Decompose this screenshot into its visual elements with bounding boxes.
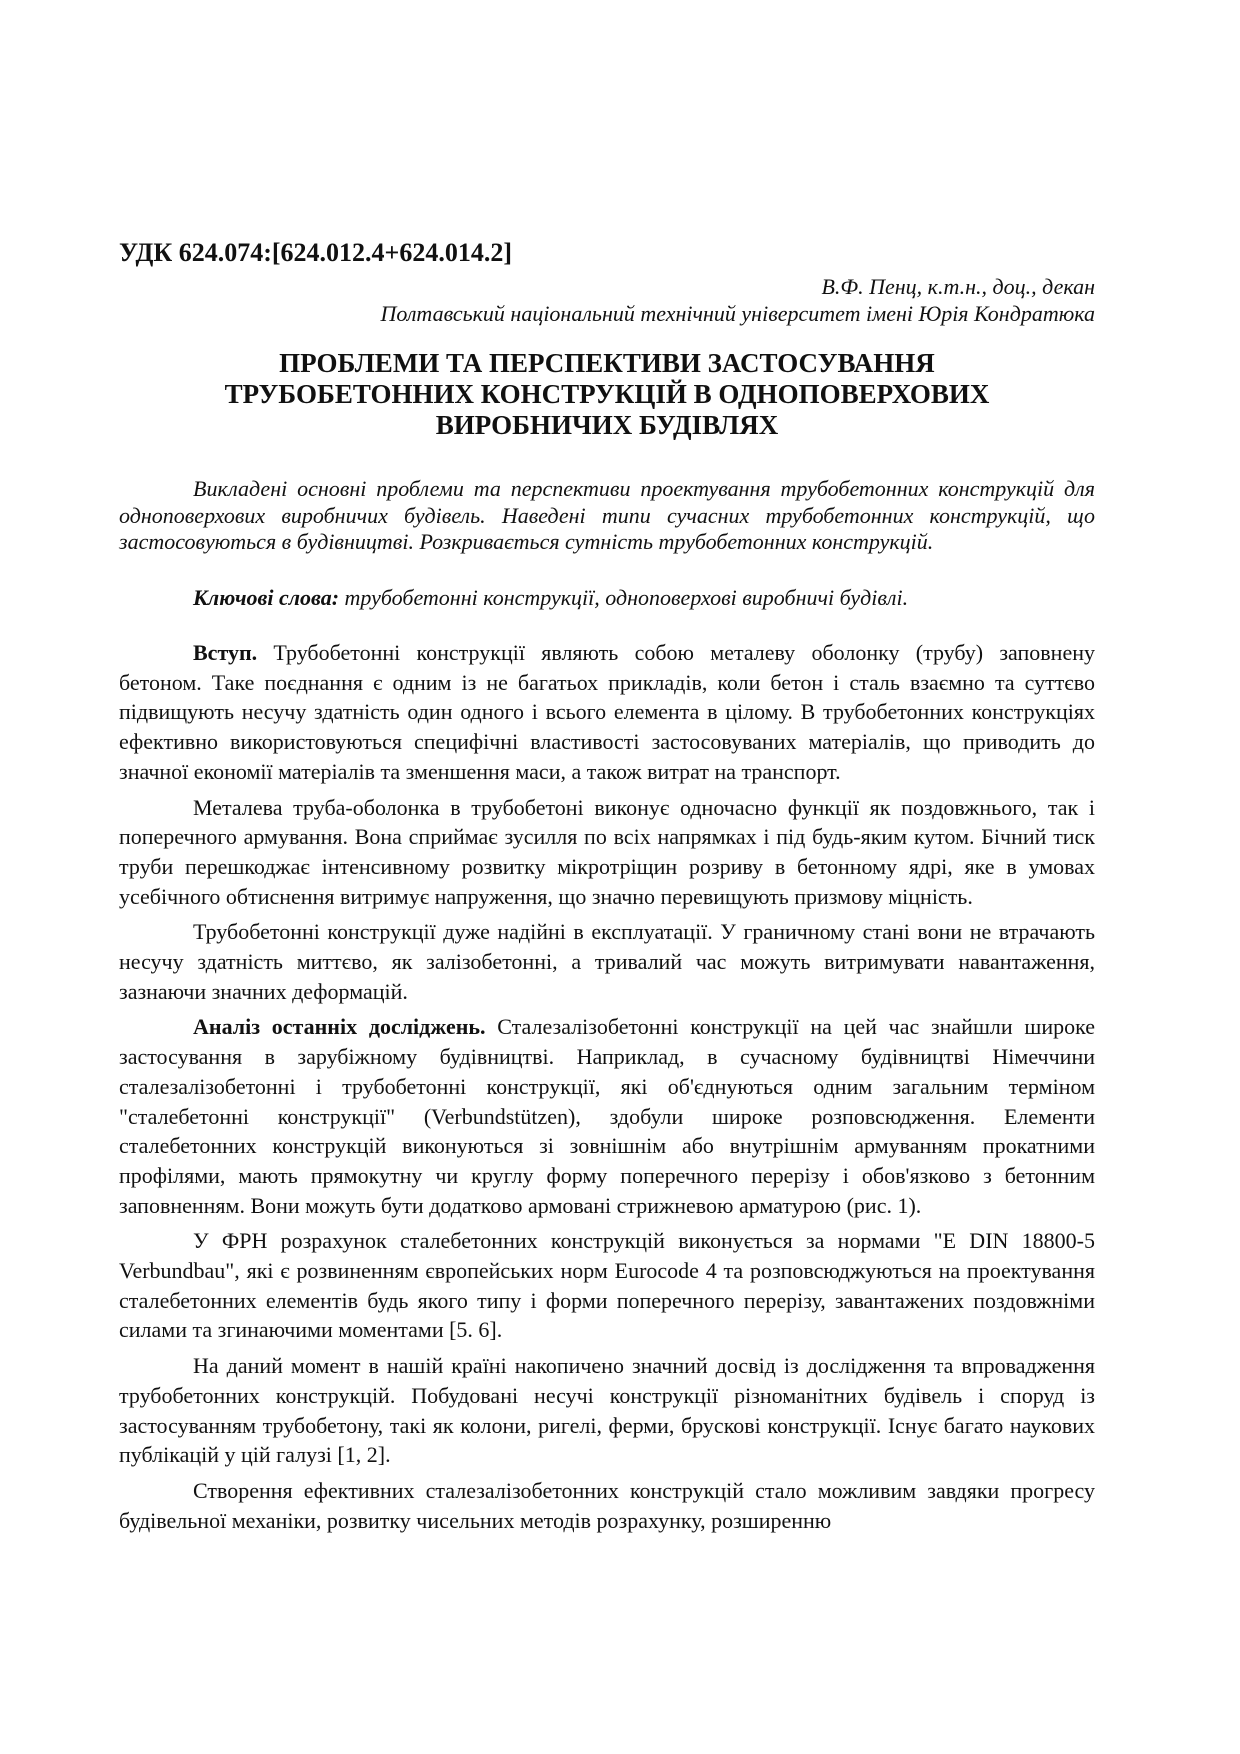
keywords: [119, 584, 1095, 611]
paragraph-3: Трубобетонні конструкції дуже надійні в експлуатації. У граничному стані вони не втрачають несучу здатність миттєво, як залізобетонні, а тривалий час можуть витримувати навантаження, зазнаючи значних деформацій.: [119, 919, 1095, 1004]
analysis-text: Сталезалізобетонні конструкції на цей час знайшли широке застосування в зарубіжному будівництві. Наприклад, в сучасному будівництві Німеччини сталезалізобетонні і трубобетонні конструкції, які об'єднуються одним загальним терміном "сталебетонні конструкції" (Verbundstützen), здобули широке розповсюдження. Елементи сталебетонних конструкцій виконуються зі зовнішнім або внутрішнім армуванням прокатними профілями, мають прямокутну чи круглу форму поперечного перерізу і обов'язково з бетонним заповненням. Вони можуть бути додатково армовані стрижневою арматурою (рис. 1).: [119, 1014, 1095, 1218]
paragraph-analysis: [119, 1012, 1095, 1220]
title-line-3: ВИРОБНИЧИХ БУДІВЛЯХ: [435, 410, 779, 440]
intro-heading: Вступ.: [193, 640, 258, 665]
title-line-1: ПРОБЛЕМИ ТА ПЕРСПЕКТИВИ ЗАСТОСУВАННЯ: [279, 348, 935, 378]
analysis-heading: Аналіз останніх досліджень.: [193, 1014, 486, 1040]
paragraph-6: На даний момент в нашій країні накопичено значний досвід із дослідження та впровадження трубобетонних конструкцій. Побудовані несучі конструкції різноманітних будівель і споруд із застосуванням трубобетону, такі як колони, ригелі, ферми, брускові конструкції. Існує багато наукових публікацій у цій галузі [1, 2].: [119, 1353, 1095, 1468]
title-line-2: ТРУБОБЕТОННИХ КОНСТРУКЦІЙ В ОДНОПОВЕРХОВИХ: [224, 379, 990, 409]
paragraph-2: Металева труба-оболонка в трубобетоні виконує одночасно функції як поздовжнього, так і поперечного армування. Вона сприймає зусилля по всіх напрямках і під будь-яким кутом. Бічний тиск труби перешкоджає інтенсивному розвитку мікротріщин розриву в бетонному ядрі, яке в умовах усебічного обтиснення витримує напруження, що значно перевищують призмову міцність.: [119, 794, 1095, 909]
abstract: Викладені основні проблеми та перспективи проектування трубобетонних конструкцій для одноповерхових виробничих будівель. Наведені типи сучасних трубобетонних конструкцій, що застосовуються в будівництві. Розкривається сутність трубобетонних конструкцій.: [119, 476, 1095, 554]
author-affiliation: Полтавський національний технічний університет імені Юрія Кондратюка: [380, 301, 1095, 326]
keywords-label: Ключові слова:: [193, 585, 340, 610]
author-name: В.Ф. Пенц, к.т.н., доц., декан: [821, 274, 1095, 299]
udc-code: УДК 624.074:[624.012.4+624.014.2]: [119, 238, 512, 267]
body-text: [119, 638, 1095, 1541]
paragraph-7: Створення ефективних сталезалізобетонних конструкцій стало можливим завдяки прогресу будівельної механіки, розвитку чисельних методів розрахунку, розширенню: [119, 1477, 1095, 1533]
intro-text: Трубобетонні конструкції являють собою металеву оболонку (трубу) заповнену бетоном. Таке поєднання є одним із не багатьох прикладів, коли бетон і сталь взаємно та суттєво підвищують несучу здатність один одного і всього елемента в цілому. В трубобетонних конструкціях ефективно використовуються специфічні властивості застосовуваних матеріалів, що приводить до значної економії матеріалів та зменшення маси, а також витрат на транспорт.: [119, 640, 1095, 784]
author-block: [95, 273, 1095, 327]
keywords-text: трубобетонні конструкції, одноповерхові виробничі будівлі.: [339, 585, 909, 610]
paragraph-5: У ФРН розрахунок сталебетонних конструкцій виконується за нормами "E DIN 18800-5 Verbundbau", які є розвиненням європейських норм Eurocode 4 та розповсюджуються на проектування сталебетонних елементів будь якого типу і форми поперечного перерізу, завантажених поздовжніми силами та згинаючими моментами [5. 6].: [119, 1228, 1095, 1343]
paragraph-intro: [119, 638, 1095, 787]
paper-title: [119, 348, 1095, 441]
